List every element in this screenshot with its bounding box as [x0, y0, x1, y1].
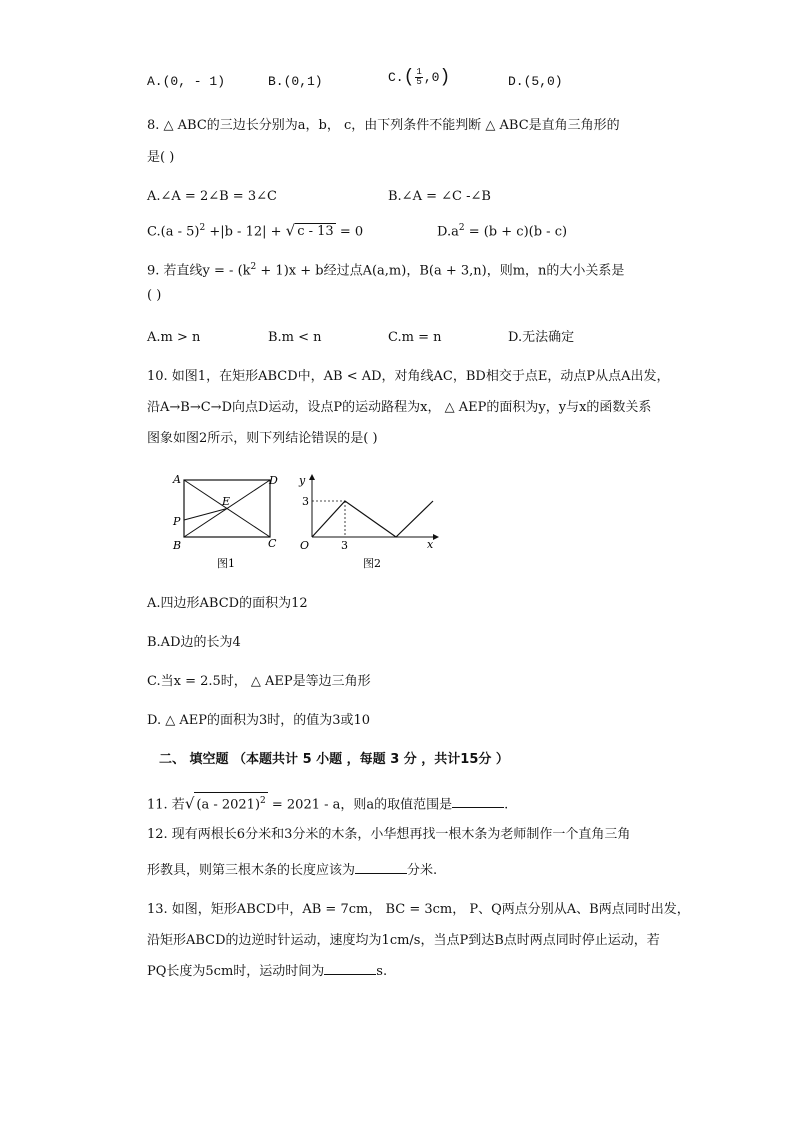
q7-option-c-suffix: ,0 — [423, 69, 440, 85]
label-d: D — [269, 474, 278, 487]
q13-stem-line2: 沿矩形ABCD的边逆时针运动，速度均为1cm/s，当点P到达B点时两点同时停止运动，若 — [147, 933, 660, 948]
q10-option-a: A.四边形ABCD的面积为12 — [147, 596, 308, 611]
answer-blank[interactable] — [324, 974, 376, 975]
q9-option-c: C.m = n — [388, 330, 442, 345]
radical-sign: √ — [285, 221, 296, 240]
figure-2-graph — [295, 468, 445, 572]
q7-option-d: D.(5,0) — [508, 74, 563, 89]
q10-option-b: B.AD边的长为4 — [147, 635, 241, 650]
q8-option-c: C.(a - 5)$^2$ +|b - 12| + √ c - 13 = 0 — [147, 221, 364, 240]
q9-option-a: A.m > n — [147, 330, 201, 345]
q13-stem-line3: PQ长度为5cm时，运动时间为 s. — [147, 964, 388, 979]
q8-option-d: $D.a^2 = (b + c)(b - c)$ — [437, 223, 568, 240]
segment-pe — [184, 509, 227, 521]
q7-option-c: C.( $\frac{1}{5}$ ,0) — [388, 67, 451, 88]
figure-1-caption: 图1 — [217, 557, 235, 570]
fraction-denominator: 5 — [416, 77, 422, 87]
label-p: P — [173, 515, 181, 528]
fraction-numerator: 1 — [416, 67, 422, 77]
answer-blank[interactable] — [452, 807, 504, 808]
radical-sign: √ — [184, 794, 195, 813]
q13-stem-line1: 13. 如图，矩形ABCD中，AB = 7cm， BC = 3cm， P、Q两点分别从A、B两点同时出发， — [147, 902, 690, 917]
q10-stem-line3: 图象如图2所示，则下列结论错误的是( ) — [147, 431, 378, 446]
figure-2-caption: 图2 — [363, 557, 381, 570]
label-e: E — [222, 495, 231, 508]
q8-option-a: A.∠A = 2∠B = 3∠C — [147, 189, 277, 204]
q9-stem-line2: ( ) — [147, 288, 162, 303]
q7-option-b: B.(0,1) — [268, 74, 323, 89]
radicand: c - 13 — [297, 224, 334, 240]
q10-stem-line2: 沿A→B→C→D向点D运动，设点P的运动路程为x， △ AEP的面积为y，y与x的函数关系 — [147, 400, 652, 415]
q12-stem-line1: 12. 现有两根长6分米和3分米的木条，小华想再找一根木条为老师制作一个直角三角 — [147, 827, 631, 842]
q10-stem-line1: 10. 如图1，在矩形ABCD中，AB < AD，对角线AC，BD相交于点E，动点P从点A出发， — [147, 369, 670, 384]
q8-option-b: B.∠A = ∠C -∠B — [388, 189, 491, 204]
section-heading: 二、 填空题 （本题共计 5 小题 ，每题 3 分 ，共计15分 ） — [159, 752, 509, 767]
q9-option-d: D.无法确定 — [508, 330, 575, 345]
answer-blank[interactable] — [355, 873, 407, 874]
origin-label: O — [300, 539, 310, 552]
q7-option-a: A.(0, - 1) — [147, 74, 226, 89]
fraction — [415, 68, 422, 87]
figure-1-rectangle — [165, 468, 285, 572]
x-axis-arrow-icon — [433, 534, 439, 540]
function-graph-line — [312, 501, 433, 537]
label-b: B — [173, 539, 182, 552]
q9-option-b: B.m < n — [268, 330, 322, 345]
label-a: A — [173, 473, 181, 486]
q11-stem: 11. 若√ (a - 2021)$^2$ = 2021 - a，则a的取值范围是 . — [147, 792, 508, 813]
q10-option-c: C.当x = 2.5时， △ AEP是等边三角形 — [147, 674, 371, 689]
x-tick-label: 3 — [341, 539, 348, 552]
y-tick-label: 3 — [302, 495, 309, 508]
x-axis-label: x — [427, 538, 434, 551]
q7-option-c-prefix: C. — [388, 69, 404, 85]
y-axis-label: y — [299, 474, 306, 487]
radicand: (a - 2021)$^2$ — [194, 792, 267, 813]
q9-stem: 9. 若直线y = - $(k^2 + 1)x + b$经过点A(a,m)，B(a + 3,n)，则m，n的大小关系是 — [147, 262, 625, 279]
q12-stem-line2: 形教具，则第三根木条的长度应该为 分米. — [147, 863, 438, 878]
q8-stem: 8. △ ABC的三边长分别为a，b， c，由下列条件不能判断 △ ABC是直角三角形的 — [147, 118, 620, 133]
q8-stem-line2: 是( ) — [147, 150, 175, 165]
q10-option-d: D. △ AEP的面积为3时，的值为3或10 — [147, 713, 371, 728]
y-axis-arrow-icon — [309, 474, 315, 480]
label-c: C — [268, 537, 277, 550]
